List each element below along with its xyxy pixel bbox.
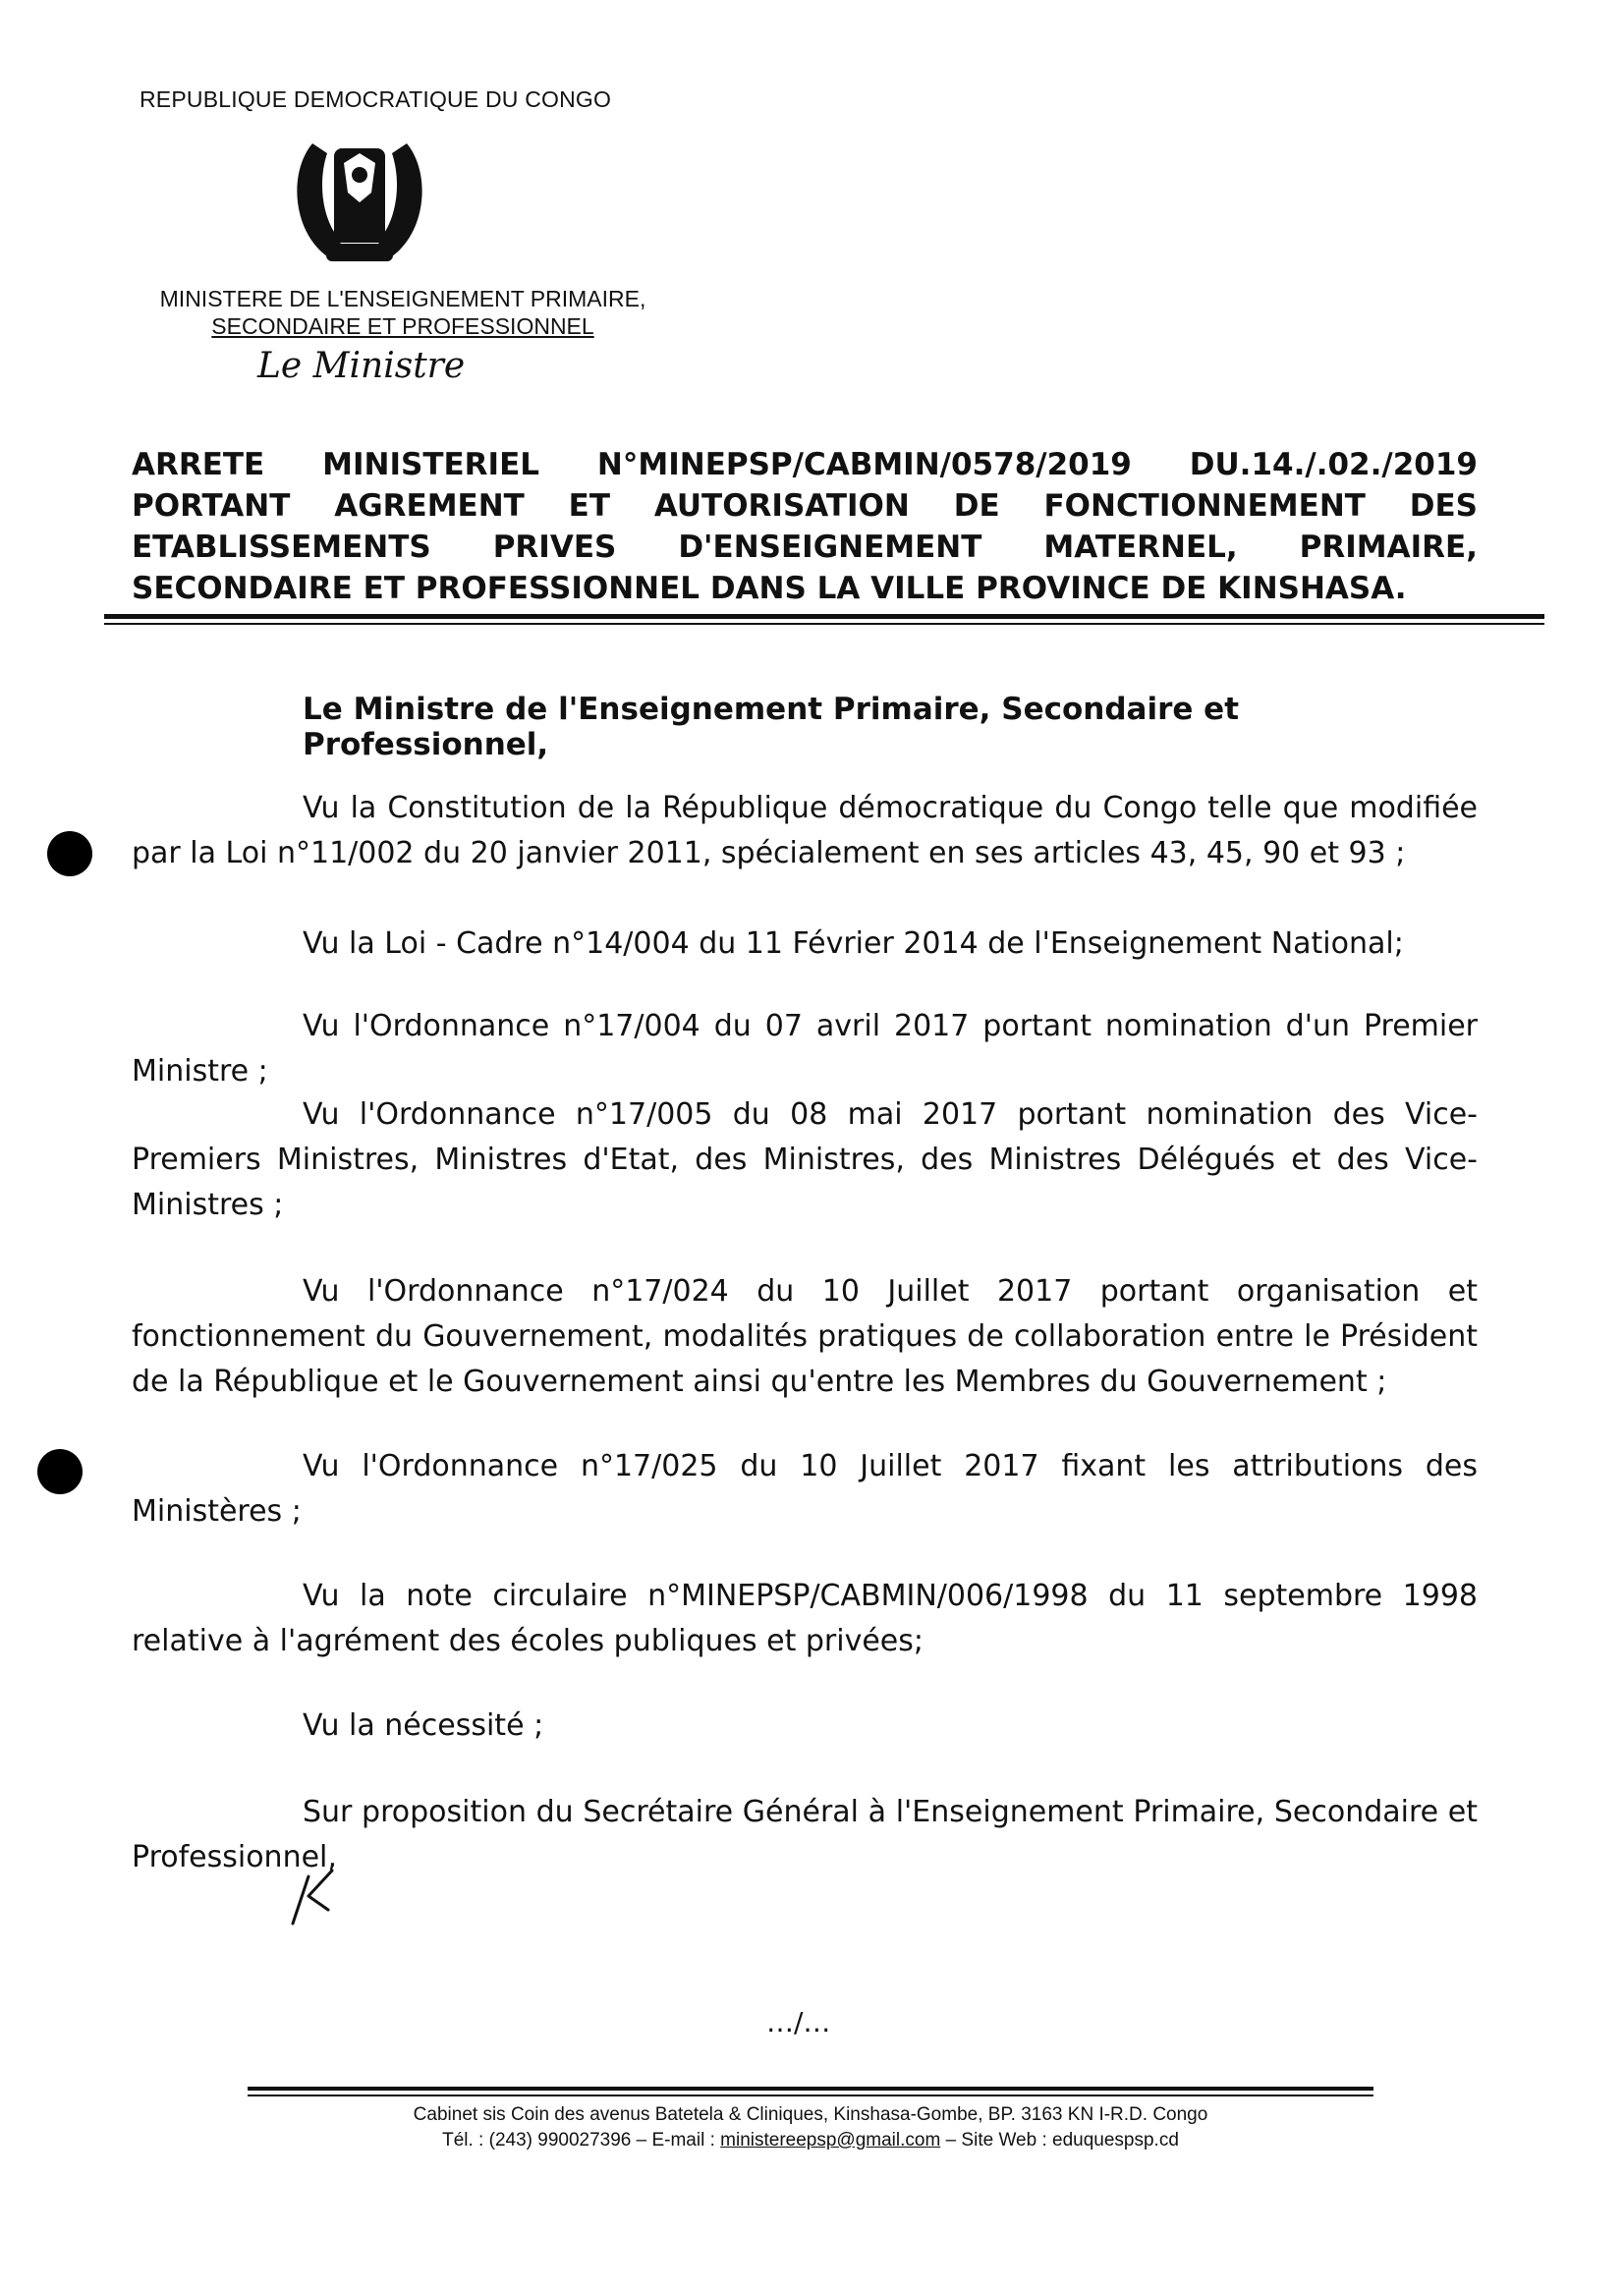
ministry-line-1: MINISTERE DE L'ENSEIGNEMENT PRIMAIRE,	[159, 286, 646, 311]
footer-rule	[248, 2087, 1373, 2091]
continuation-mark: …/…	[766, 2006, 831, 2039]
email-link[interactable]: ministereepsp@gmail.com	[720, 2130, 941, 2150]
consideration-paragraph: Vu l'Ordonnance n°17/005 du 08 mai 2017 portant nomination des Vice-Premiers Ministres, Ministres d'Etat, des Ministres, des Ministres Délégués et des Vice-Ministres ;	[132, 1097, 1478, 1222]
decree-title	[132, 444, 1478, 609]
consideration-paragraph: Vu la nécessité ;	[303, 1708, 544, 1743]
consideration-paragraph: Vu l'Ordonnance n°17/004 du 07 avril 2017 portant nomination d'un Premier Ministre ;	[132, 1009, 1478, 1089]
consideration-paragraph: Vu l'Ordonnance n°17/025 du 10 Juillet 2017 fixant les attributions des Ministères ;	[132, 1449, 1478, 1529]
salutation: Le Ministre de l'Enseignement Primaire, Secondaire et Professionnel,	[303, 692, 1240, 762]
decree-line-4: SECONDAIRE ET PROFESSIONNEL DANS LA VILLE PROVINCE DE KINSHASA.	[132, 571, 1407, 606]
consideration-paragraph: Vu l'Ordonnance n°17/024 du 10 Juillet 2017 portant organisation et fonctionnement du Gouvernement, modalités pratiques de collaboration entre le Président de la République et le Gouvernement ainsi qu'entre les Membres du Gouvernement ;	[132, 1274, 1478, 1399]
initials-signature	[285, 1867, 344, 1926]
ministry-line-2: SECONDAIRE ET PROFESSIONNEL	[211, 313, 594, 339]
header-rule-thin	[104, 623, 1544, 625]
decree-line-1: ARRETE MINISTERIEL N°MINEPSP/CABMIN/0578/2019 DU.14./.02./2019	[132, 447, 1478, 482]
minister-title: Le Ministre	[257, 346, 466, 386]
consideration-paragraph: Vu la Constitution de la République démocratique du Congo telle que modifiée par la Loi n°11/002 du 20 janvier 2011, spécialement en ses articles 43, 45, 90 et 93 ;	[132, 791, 1478, 870]
consideration-paragraph: Sur proposition du Secrétaire Général à l'Enseignement Primaire, Secondaire et Professionnel,	[132, 1795, 1478, 1874]
footer-address: Cabinet sis Coin des avenus Batetela & Cliniques, Kinshasa-Gombe, BP. 3163 KN I-R.D. Congo	[413, 2104, 1208, 2125]
decree-line-2: PORTANT AGREMENT ET AUTORISATION DE FONCTIONNEMENT DES	[132, 488, 1478, 524]
footer	[248, 2102, 1373, 2153]
footer-contact: Tél. : (243) 990027396 – E-mail : ministereepsp@gmail.com – Site Web : eduquespsp.cd	[442, 2130, 1179, 2150]
ministry-name	[118, 285, 688, 340]
bullet-dot	[47, 831, 92, 876]
country-name: REPUBLIQUE DEMOCRATIQUE DU CONGO	[140, 86, 612, 112]
header-rule	[104, 614, 1544, 619]
bullet-dot	[37, 1449, 83, 1494]
decree-line-3: ETABLISSEMENTS PRIVES D'ENSEIGNEMENT MATERNEL, PRIMAIRE,	[132, 530, 1478, 565]
coat-of-arms-emblem	[283, 124, 436, 273]
consideration-paragraph: Vu la Loi - Cadre n°14/004 du 11 Février 2014 de l'Enseignement National;	[303, 926, 1404, 961]
footer-rule-thin	[248, 2095, 1373, 2096]
consideration-paragraph: Vu la note circulaire n°MINEPSP/CABMIN/006/1998 du 11 septembre 1998 relative à l'agrément des écoles publiques et privées;	[132, 1579, 1478, 1658]
